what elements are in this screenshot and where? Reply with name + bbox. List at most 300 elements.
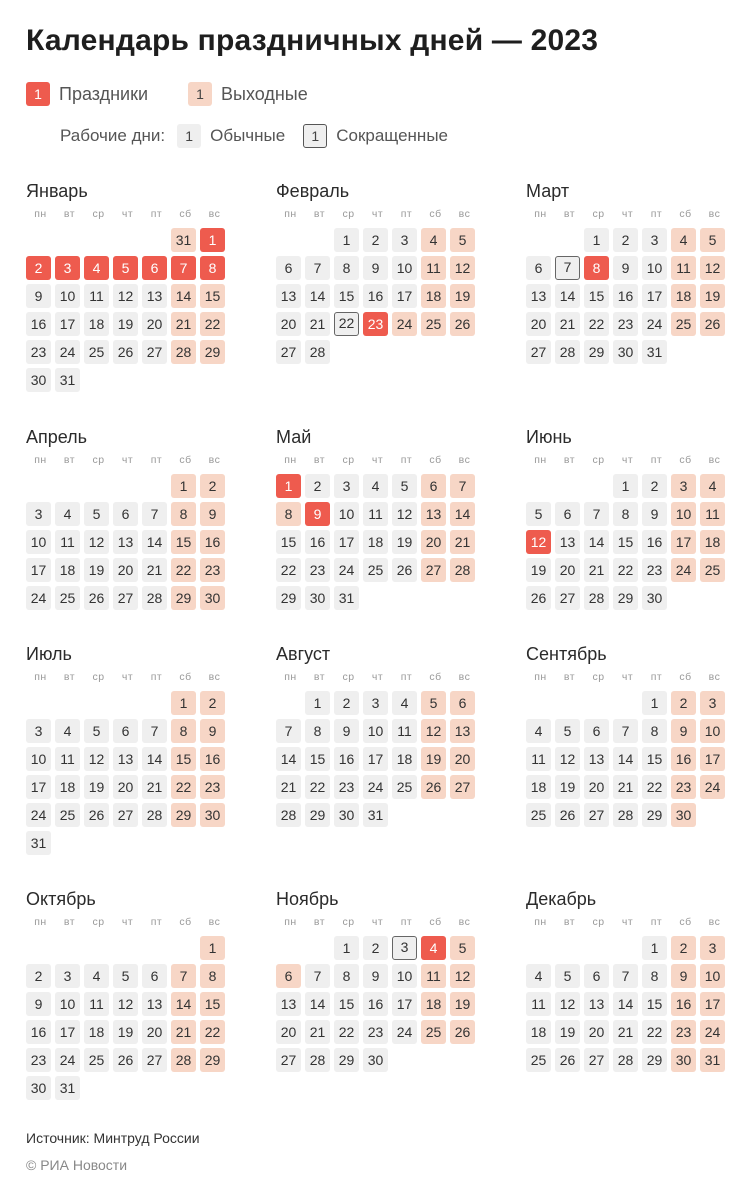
day-cell: 7	[142, 502, 167, 526]
weekday-label: сб	[179, 916, 192, 928]
day-cell: 6	[142, 256, 167, 280]
day-cell: 26	[113, 1048, 138, 1072]
day-cell: 13	[555, 530, 580, 554]
day-cell: 20	[113, 558, 138, 582]
day-cell: 19	[84, 558, 109, 582]
day-cell: 14	[555, 284, 580, 308]
weekday-label: пт	[150, 916, 163, 928]
day-cell: 6	[142, 964, 167, 988]
day-cell: 29	[171, 803, 196, 827]
day-cell: 26	[392, 558, 417, 582]
day-cell: 3	[26, 719, 51, 743]
day-cell: 6	[450, 691, 475, 715]
weekday-label: пн	[34, 671, 47, 683]
day-cell: 8	[642, 719, 667, 743]
legend-working-days-label: Рабочие дни:	[60, 126, 166, 145]
month-name: Август	[276, 644, 331, 664]
day-cell: 6	[276, 964, 301, 988]
day-cell: 12	[450, 256, 475, 280]
weekday-label: пт	[400, 671, 413, 683]
day-cell: 18	[526, 775, 551, 799]
day-cell: 23	[26, 1048, 51, 1072]
day-cell: 6	[555, 502, 580, 526]
day-cell: 29	[613, 586, 638, 610]
day-cell: 24	[671, 558, 696, 582]
day-cell: 18	[84, 1020, 109, 1044]
day-cell: 22	[334, 1020, 359, 1044]
day-cell: 16	[305, 530, 330, 554]
day-cell: 30	[613, 340, 638, 364]
day-cell: 16	[671, 992, 696, 1016]
month-days	[526, 691, 731, 861]
weekday-label: ср	[92, 916, 105, 928]
day-cell: 13	[142, 284, 167, 308]
day-cell: 29	[642, 803, 667, 827]
day-cell: 21	[613, 1020, 638, 1044]
month-name: Апрель	[26, 427, 88, 447]
day-cell: 28	[613, 1048, 638, 1072]
day-cell: 16	[613, 284, 638, 308]
day-cell: 8	[276, 502, 301, 526]
day-cell: 24	[55, 1048, 80, 1072]
day-cell: 31	[642, 340, 667, 364]
day-cell: 3	[671, 474, 696, 498]
weekday-label: чт	[621, 671, 634, 683]
weekday-label: вт	[63, 208, 76, 220]
day-cell: 28	[171, 1048, 196, 1072]
day-cell: 15	[171, 747, 196, 771]
day-cell: 27	[555, 586, 580, 610]
legend-weekend	[188, 82, 308, 106]
day-cell: 14	[613, 747, 638, 771]
day-cell: 18	[392, 747, 417, 771]
month-name: Июль	[26, 644, 72, 664]
month-name: Сентябрь	[526, 644, 607, 664]
day-cell: 16	[200, 747, 225, 771]
day-cell: 29	[200, 1048, 225, 1072]
day-cell: 31	[55, 368, 80, 392]
day-cell: 27	[276, 340, 301, 364]
weekday-label: вт	[563, 454, 576, 466]
day-cell: 29	[305, 803, 330, 827]
day-cell: 2	[671, 691, 696, 715]
day-cell: 17	[55, 312, 80, 336]
month-name: Март	[526, 181, 570, 201]
day-cell: 26	[526, 586, 551, 610]
weekday-label: вт	[63, 671, 76, 683]
weekday-label: пт	[400, 454, 413, 466]
day-cell: 25	[392, 775, 417, 799]
weekday-header	[276, 916, 481, 930]
weekday-label: вт	[563, 916, 576, 928]
month-days	[276, 474, 481, 644]
day-cell: 1	[276, 474, 301, 498]
day-cell: 2	[26, 256, 51, 280]
day-cell: 3	[55, 964, 80, 988]
day-cell: 5	[555, 719, 580, 743]
month-1	[26, 180, 231, 398]
day-cell: 19	[450, 992, 475, 1016]
month-12	[526, 888, 731, 1106]
day-cell: 17	[392, 284, 417, 308]
day-cell: 21	[171, 1020, 196, 1044]
day-cell: 27	[113, 586, 138, 610]
day-cell: 14	[450, 502, 475, 526]
day-cell: 15	[642, 747, 667, 771]
day-cell: 12	[392, 502, 417, 526]
weekday-label: сб	[679, 208, 692, 220]
day-cell: 14	[171, 284, 196, 308]
day-cell: 13	[584, 992, 609, 1016]
day-cell: 14	[584, 530, 609, 554]
copyright-note: © РИА Новости	[26, 1157, 128, 1173]
day-cell: 1	[642, 936, 667, 960]
day-cell: 13	[526, 284, 551, 308]
weekday-label: пн	[34, 454, 47, 466]
day-cell: 9	[642, 502, 667, 526]
day-cell: 21	[305, 312, 330, 336]
weekday-label: вт	[313, 208, 326, 220]
legend-holiday	[26, 82, 148, 106]
weekday-label: ср	[92, 671, 105, 683]
day-cell: 9	[363, 964, 388, 988]
day-cell: 11	[421, 256, 446, 280]
weekday-label: пн	[284, 454, 297, 466]
weekday-label: пн	[34, 208, 47, 220]
day-cell: 3	[700, 691, 725, 715]
day-cell: 11	[700, 502, 725, 526]
day-cell: 8	[200, 964, 225, 988]
day-cell: 12	[700, 256, 725, 280]
day-cell: 30	[671, 1048, 696, 1072]
weekday-header	[276, 208, 481, 222]
day-cell: 16	[671, 747, 696, 771]
day-cell: 22	[200, 1020, 225, 1044]
day-cell: 9	[305, 502, 330, 526]
day-cell: 3	[642, 228, 667, 252]
day-cell: 28	[142, 803, 167, 827]
day-cell: 13	[276, 992, 301, 1016]
day-cell: 22	[276, 558, 301, 582]
day-cell: 2	[26, 964, 51, 988]
weekday-label: вс	[708, 916, 721, 928]
month-9	[526, 643, 731, 861]
weekday-label: чт	[621, 208, 634, 220]
day-cell: 27	[421, 558, 446, 582]
day-cell: 9	[671, 964, 696, 988]
day-cell: 3	[334, 474, 359, 498]
day-cell: 23	[200, 558, 225, 582]
day-cell: 11	[363, 502, 388, 526]
day-cell: 4	[55, 719, 80, 743]
day-cell: 20	[113, 775, 138, 799]
day-cell: 11	[671, 256, 696, 280]
legend-normal-label: Обычные	[210, 126, 286, 145]
weekday-label: вт	[563, 671, 576, 683]
weekday-label: сб	[179, 454, 192, 466]
legend-holiday-swatch: 1	[26, 82, 50, 106]
weekday-header	[526, 454, 731, 468]
day-cell: 12	[450, 964, 475, 988]
day-cell: 15	[171, 530, 196, 554]
weekday-label: ср	[342, 208, 355, 220]
day-cell: 9	[200, 502, 225, 526]
day-cell: 4	[671, 228, 696, 252]
day-cell: 22	[200, 312, 225, 336]
day-cell: 22	[584, 312, 609, 336]
day-cell: 4	[526, 964, 551, 988]
day-cell: 1	[171, 691, 196, 715]
day-cell: 31	[171, 228, 196, 252]
day-cell: 25	[526, 803, 551, 827]
weekday-label: вс	[208, 208, 221, 220]
month-days	[526, 228, 731, 398]
month-4	[26, 426, 231, 644]
day-cell: 27	[276, 1048, 301, 1072]
day-cell: 21	[276, 775, 301, 799]
day-cell: 6	[113, 719, 138, 743]
day-cell: 10	[363, 719, 388, 743]
day-cell: 24	[26, 803, 51, 827]
day-cell: 19	[113, 312, 138, 336]
day-cell: 22	[642, 1020, 667, 1044]
day-cell: 30	[200, 586, 225, 610]
weekday-header	[26, 671, 231, 685]
day-cell: 5	[113, 964, 138, 988]
day-cell: 23	[363, 312, 388, 336]
day-cell: 17	[363, 747, 388, 771]
day-cell: 11	[526, 747, 551, 771]
day-cell: 18	[421, 992, 446, 1016]
weekday-header	[526, 208, 731, 222]
weekday-header	[26, 454, 231, 468]
weekday-label: вс	[458, 208, 471, 220]
day-cell: 23	[613, 312, 638, 336]
day-cell: 10	[700, 964, 725, 988]
day-cell: 2	[671, 936, 696, 960]
weekday-label: ср	[592, 671, 605, 683]
day-cell: 6	[113, 502, 138, 526]
day-cell: 17	[26, 775, 51, 799]
day-cell: 9	[613, 256, 638, 280]
day-cell: 21	[171, 312, 196, 336]
weekday-label: сб	[679, 454, 692, 466]
day-cell: 26	[450, 1020, 475, 1044]
day-cell: 21	[584, 558, 609, 582]
day-cell: 13	[113, 530, 138, 554]
day-cell: 2	[363, 936, 388, 960]
day-cell: 7	[171, 256, 196, 280]
day-cell: 25	[363, 558, 388, 582]
day-cell: 10	[700, 719, 725, 743]
day-cell: 2	[200, 691, 225, 715]
day-cell: 24	[392, 1020, 417, 1044]
day-cell: 12	[555, 992, 580, 1016]
day-cell: 18	[55, 558, 80, 582]
day-cell: 3	[55, 256, 80, 280]
day-cell: 4	[526, 719, 551, 743]
day-cell: 11	[84, 284, 109, 308]
day-cell: 21	[142, 775, 167, 799]
day-cell: 13	[421, 502, 446, 526]
day-cell: 8	[200, 256, 225, 280]
day-cell: 5	[421, 691, 446, 715]
day-cell: 7	[171, 964, 196, 988]
month-2	[276, 180, 481, 398]
day-cell: 7	[142, 719, 167, 743]
day-cell: 24	[642, 312, 667, 336]
day-cell: 17	[671, 530, 696, 554]
day-cell: 9	[334, 719, 359, 743]
day-cell: 10	[26, 530, 51, 554]
day-cell: 22	[642, 775, 667, 799]
day-cell: 19	[555, 1020, 580, 1044]
day-cell: 9	[26, 284, 51, 308]
weekday-label: сб	[679, 916, 692, 928]
weekday-label: ср	[342, 916, 355, 928]
weekday-label: пт	[650, 208, 663, 220]
day-cell: 20	[584, 1020, 609, 1044]
weekday-label: чт	[121, 916, 134, 928]
weekday-label: пт	[650, 671, 663, 683]
weekday-label: ср	[342, 454, 355, 466]
day-cell: 14	[305, 992, 330, 1016]
day-cell: 16	[363, 992, 388, 1016]
day-cell: 26	[84, 803, 109, 827]
day-cell: 3	[700, 936, 725, 960]
weekday-label: пт	[650, 916, 663, 928]
day-cell: 23	[642, 558, 667, 582]
day-cell: 8	[171, 502, 196, 526]
day-cell: 10	[55, 284, 80, 308]
day-cell: 10	[642, 256, 667, 280]
day-cell: 25	[421, 312, 446, 336]
weekday-label: пн	[34, 916, 47, 928]
day-cell: 28	[276, 803, 301, 827]
month-days	[26, 474, 231, 644]
weekday-label: вт	[63, 454, 76, 466]
day-cell: 27	[113, 803, 138, 827]
weekday-label: сб	[429, 454, 442, 466]
day-cell: 25	[700, 558, 725, 582]
day-cell: 5	[555, 964, 580, 988]
month-name: Май	[276, 427, 312, 447]
day-cell: 20	[276, 312, 301, 336]
day-cell: 18	[671, 284, 696, 308]
day-cell: 30	[642, 586, 667, 610]
day-cell: 30	[334, 803, 359, 827]
day-cell: 18	[84, 312, 109, 336]
day-cell: 24	[334, 558, 359, 582]
day-cell: 4	[55, 502, 80, 526]
day-cell: 8	[305, 719, 330, 743]
day-cell: 22	[171, 558, 196, 582]
weekday-label: ср	[592, 208, 605, 220]
day-cell: 29	[334, 1048, 359, 1072]
weekday-label: вс	[708, 208, 721, 220]
day-cell: 17	[700, 747, 725, 771]
day-cell: 21	[305, 1020, 330, 1044]
weekday-label: сб	[429, 208, 442, 220]
legend-working-days	[60, 124, 448, 148]
day-cell: 20	[450, 747, 475, 771]
day-cell: 27	[450, 775, 475, 799]
day-cell: 10	[392, 964, 417, 988]
day-cell: 21	[613, 775, 638, 799]
day-cell: 12	[84, 747, 109, 771]
day-cell: 20	[421, 530, 446, 554]
day-cell: 15	[200, 992, 225, 1016]
day-cell: 31	[26, 831, 51, 855]
month-11	[276, 888, 481, 1106]
day-cell: 19	[700, 284, 725, 308]
day-cell: 5	[700, 228, 725, 252]
weekday-label: пт	[150, 454, 163, 466]
day-cell: 30	[305, 586, 330, 610]
day-cell: 31	[700, 1048, 725, 1072]
day-cell: 18	[55, 775, 80, 799]
weekday-label: чт	[621, 454, 634, 466]
day-cell: 16	[334, 747, 359, 771]
weekday-label: вс	[458, 671, 471, 683]
day-cell: 7	[613, 964, 638, 988]
day-cell: 2	[613, 228, 638, 252]
day-cell: 16	[642, 530, 667, 554]
month-days	[526, 936, 731, 1106]
day-cell: 22	[171, 775, 196, 799]
day-cell: 14	[305, 284, 330, 308]
weekday-label: чт	[621, 916, 634, 928]
day-cell: 25	[526, 1048, 551, 1072]
weekday-label: вт	[313, 454, 326, 466]
month-7	[26, 643, 231, 861]
day-cell: 24	[26, 586, 51, 610]
day-cell: 25	[55, 803, 80, 827]
day-cell: 28	[305, 1048, 330, 1072]
legend-short-swatch: 1	[303, 124, 327, 148]
month-days	[276, 228, 481, 398]
day-cell: 10	[671, 502, 696, 526]
day-cell: 13	[276, 284, 301, 308]
month-days	[276, 691, 481, 861]
day-cell: 21	[555, 312, 580, 336]
day-cell: 26	[450, 312, 475, 336]
day-cell: 24	[700, 1020, 725, 1044]
day-cell: 20	[526, 312, 551, 336]
day-cell: 28	[305, 340, 330, 364]
legend-weekend-label: Выходные	[221, 83, 308, 104]
day-cell: 21	[142, 558, 167, 582]
day-cell: 13	[113, 747, 138, 771]
weekday-label: вт	[63, 916, 76, 928]
day-cell: 29	[200, 340, 225, 364]
day-cell: 29	[171, 586, 196, 610]
day-cell: 25	[421, 1020, 446, 1044]
day-cell: 6	[526, 256, 551, 280]
weekday-label: вс	[708, 671, 721, 683]
month-3	[526, 180, 731, 398]
weekday-label: пн	[284, 208, 297, 220]
day-cell: 6	[276, 256, 301, 280]
day-cell: 1	[642, 691, 667, 715]
day-cell: 8	[584, 256, 609, 280]
day-cell: 1	[334, 936, 359, 960]
day-cell: 4	[421, 228, 446, 252]
month-5	[276, 426, 481, 644]
month-name: Январь	[26, 181, 88, 201]
weekday-label: вс	[708, 454, 721, 466]
day-cell: 9	[671, 719, 696, 743]
